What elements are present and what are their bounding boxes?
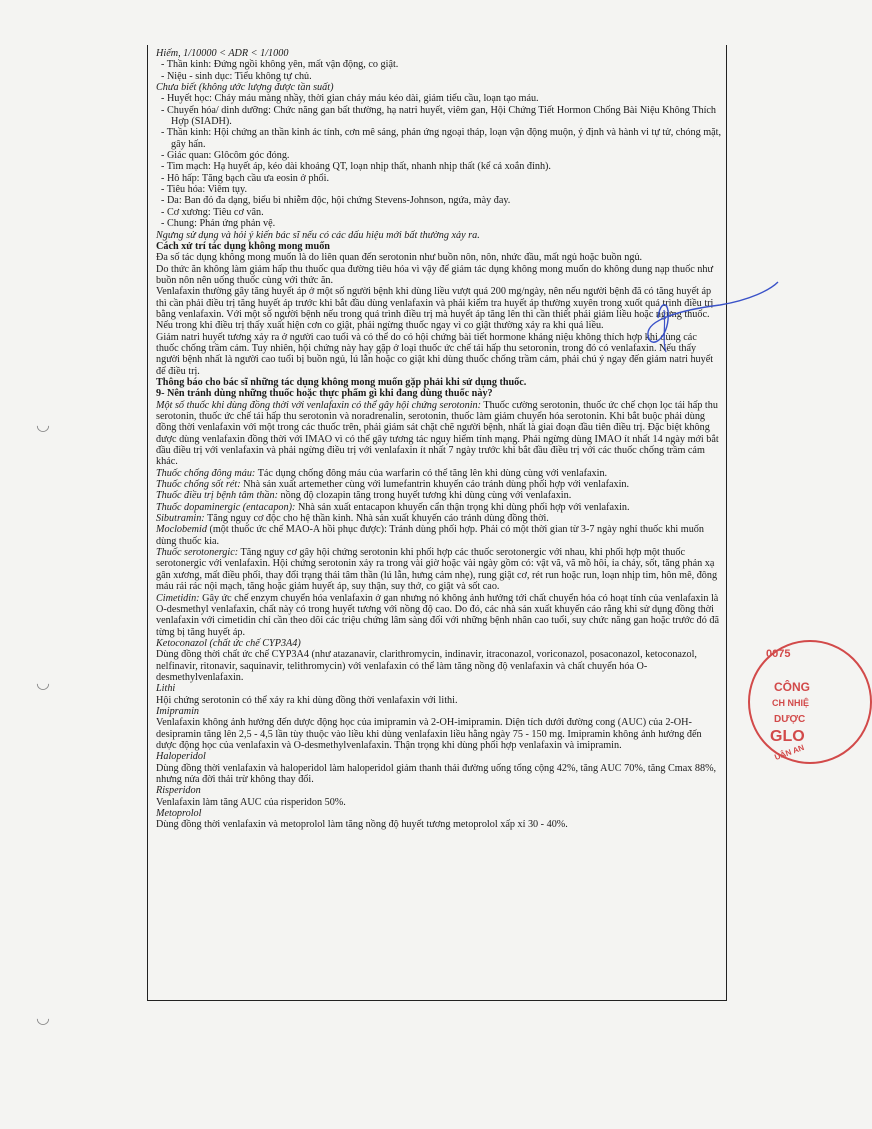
subheading: Chưa biết (không ước lượng được tần suất) (156, 82, 334, 94)
paragraph: Venlafaxin không ảnh hưởng đến dược động học của imipramin và 2-OH-imipramin. Diện tích dưới đường cong (AUC) của 2-OH-desipramin tăng lên 2,5 - 4,5 lần tùy thuộc vào liều khi dùng venlafaxin liều hằng ngày 75 - 150 mg. Imipramin không ảnh hưởng đến dược động học của venlafaxin và O-desmethylvenlafaxin. Thận trọng khi dùng phối hợp venlafaxin và imipramin. (156, 717, 702, 751)
subheading: Ketoconazol (chất ức chế CYP3A4) (156, 637, 301, 649)
handwritten-signature (620, 280, 780, 370)
subheading: Lithi (156, 683, 176, 695)
interaction-text: Nhà sản xuất artemether cùng với lumefantrin khuyến cáo tránh dùng phối hợp với venlafaxin. (240, 479, 630, 491)
list-item: - Niệu - sinh dục: Tiểu không tự chủ. (156, 71, 722, 82)
paragraph (156, 400, 722, 468)
section-heading: Cách xử trí tác dụng không mong muốn (156, 240, 330, 252)
interaction-label: Thuốc dopaminergic (entacapon): (156, 501, 296, 513)
subheading: Haloperidol (156, 751, 206, 763)
punch-hole-mark: ◡ (36, 675, 50, 692)
list-item: - Da: Ban đỏ đa dạng, biểu bì nhiễm độc, hội chứng Stevens-Johnson, ngứa, mày đay. (156, 195, 722, 206)
paragraph (156, 502, 722, 513)
list-item: - Thần kinh: Hội chứng an thần kinh ác tính, cơn mê sảng, phản ứng ngoại tháp, loạn vận động muộn, ý định và hành vi tự tử, chóng mặt, gây hấn. (156, 127, 722, 150)
interaction-text: nồng độ clozapin tăng trong huyết tương khi dùng cùng với venlafaxin. (277, 490, 572, 502)
paragraph (156, 513, 722, 524)
paragraph: Venlafaxin làm tăng AUC của risperidon 50%. (156, 796, 346, 808)
list-item: - Chung: Phản ứng phản vệ. (156, 218, 722, 229)
paragraph (156, 468, 722, 479)
interaction-label: Cimetidin: (156, 592, 200, 604)
interaction-label: Moclobemid (156, 524, 207, 536)
subheading: Imipramin (156, 705, 200, 717)
paragraph: Dùng đồng thời chất ức chế CYP3A4 (như atazanavir, clarithromycin, indinavir, itraconazol, voriconazol, posaconazol, ketoconazol, nelfinavir, ritonavir, saquinavir, telithromycin) với venlafaxin có thể làm tăng nồng độ venlafaxin và chất chuyển hóa O- desmethylvenlafaxin. (156, 649, 697, 683)
section-heading: 9- Nên tránh dùng những thuốc hoặc thực phẩm gì khi đang dùng thuốc này? (156, 388, 493, 400)
paragraph: Hội chứng serotonin có thể xảy ra khi dùng đồng thời venlafaxin với lithi. (156, 694, 458, 706)
paragraph: Dùng đồng thời venlafaxin và haloperidol làm haloperidol giảm thanh thải đường uống tổng cộng 42%, tăng AUC 70%, tăng Cmax 88%, nhưng nửa đời thải trừ không thay đổi. (156, 762, 717, 785)
paragraph (156, 479, 722, 490)
company-stamp: 0075 CÔNG CH NHIỆ DƯỢC GLO UẬN AN (748, 640, 872, 764)
list-item: - Cơ xương: Tiêu cơ vân. (156, 207, 722, 218)
section-heading: Thông báo cho bác sĩ những tác dụng không mong muốn gặp phải khi sử dụng thuốc. (156, 376, 527, 388)
subheading: Risperidon (156, 785, 201, 797)
interaction-label: Một số thuốc khi dùng đồng thời với venlafaxin có thể gây hội chứng serotonin: (156, 399, 482, 411)
interaction-text: Nhà sản xuất entacapon khuyến cẩn thận trọng khi dùng phối hợp với venlafaxin. (295, 501, 630, 513)
paragraph: Venlafaxin thường gây tăng huyết áp ở một số người bệnh khi dùng liều vượt quá 200 mg/ngày, nên nếu người bệnh đã có tăng huyết áp thì cần phải điều trị tăng huyết áp trước khi bắt đầu dùng venlafaxin và phải kiểm tra huyết áp thường xuyên trong xuốt quá trình điều trị bằng venlafaxin. Với một số người bệnh nếu trong quá trình điều trị mà huyết áp tăng lên thì cần thiết phải giảm liều hoặc ngừng thuốc. (156, 286, 714, 320)
interaction-label: Thuốc chống sốt rét: (156, 479, 241, 491)
list-item: - Huyết học: Chảy máu màng nhầy, thời gian chảy máu kéo dài, giảm tiểu cầu, loạn tạo máu. (156, 93, 722, 104)
paragraph: Do thức ăn không làm giảm hấp thu thuốc qua đường tiêu hóa vì vậy để giảm tác dụng không mong muốn do không dung nạp thuốc như buồn nôn nên uống thuốc cùng với thức ăn. (156, 263, 713, 286)
interaction-label: Thuốc chống đông máu: (156, 467, 256, 479)
interaction-text: Thuốc cường serotonin, thuốc ức chế chọn lọc tái hấp thu serotonin, thuốc ức chế tái hấp thu serotonin và noradrenalin, serotonin, thuốc làm giảm chuyển hóa serotonin. Khi bắt buộc phải dùng đồng thời venlafaxin với một trong các thuốc trên, phải giám sát chặt chẽ người bệnh, nhất là giai đoạn đầu tiên điều trị. Đặc biệt không được dùng venlafaxin đồng thời với IMAO vì có thể gây tương tác nguy hiểm tính mạng. Phải ngừng dùng IMAO ít nhất 14 ngày mới bắt đầu điều trị với venlafaxin và phải ngừng điều trị với venlafaxin ít nhất 7 ngày trước khi bắt đầu điều trị với các thuốc chống trầm cảm khác. (156, 399, 719, 468)
paragraph (156, 593, 722, 638)
interaction-text: Tăng nguy cơ gây hội chứng serotonin khi phối hợp các thuốc serotonergic với nhau, khi phối hợp một thuốc serotonergic với venlafaxin. Hội chứng serotonin xảy ra trong vài giờ hoặc vài ngày gồm có: vật vã, vã mồ hôi, ỉa chảy, sốt, tăng phản xạ gân xương, mất điều phối, thay đổi trạng thái tâm thần (lú lẫn, hưng cảm nhẹ), rung giật cơ, rét run hoặc run, loạn nhịp tim, hôn mê, đông máu rải rác nội mạch, tăng hoặc giảm huyết áp, suy thận, suy thở, co giật và sốt cao. (156, 547, 718, 593)
paragraph: Dùng đồng thời venlafaxin và metoprolol làm tăng nồng độ huyết tương metoprolol xấp xỉ 30 - 40%. (156, 819, 568, 831)
subheading: Ngưng sử dụng và hỏi ý kiến bác sĩ nếu có các dấu hiệu mới bất thường xảy ra. (156, 229, 480, 241)
interaction-label: Thuốc điều trị bệnh tâm thần: (156, 490, 278, 502)
list-item: - Chuyển hóa/ dinh dưỡng: Chức năng gan bất thường, hạ natri huyết, viêm gan, Hội Chứng Tiết Hormon Chống Bài Niệu Không Thích Hợp (SIADH). (156, 105, 722, 128)
paragraph: Nếu trong khi điều trị thấy xuất hiện cơn co giật, phải ngừng thuốc ngay vì co giật thường xảy ra khi quá liều. (156, 320, 604, 332)
list-item: - Tiêu hóa: Viêm tụy. (156, 184, 722, 195)
list-item: - Hô hấp: Tăng bạch cầu ưa eosin ở phổi. (156, 173, 722, 184)
subheading: Hiếm, 1/10000 < ADR < 1/1000 (156, 48, 289, 59)
subheading: Metoprolol (156, 808, 202, 820)
interaction-text: Tác dụng chống đông máu của warfarin có thể tăng lên khi dùng cùng với venlafaxin. (255, 467, 608, 479)
interaction-label: Sibutramin: (156, 513, 205, 525)
interaction-label: Thuốc serotonergic: (156, 547, 239, 559)
paragraph (156, 524, 722, 547)
paragraph (156, 547, 722, 592)
list-item: - Giác quan: Glôcôm góc đóng. (156, 150, 722, 161)
interaction-text: Tăng nguy cơ độc cho hệ thần kinh. Nhà sản xuất khuyến cáo tránh dùng đồng thời. (204, 513, 549, 525)
list-item: - Thần kinh: Đứng ngồi không yên, mất vận động, co giật. (156, 59, 722, 70)
interaction-text: Gây ức chế enzym chuyển hóa venlafaxin ở gan nhưng nó không ảnh hưởng tới chất chuyển hóa có hoạt tính của venlafaxin là O-desmethyl venlafaxin, chất này có trong huyết tương với nồng độ cao. Do đó, các nhà sản xuất khuyến cáo rằng khi sử dụng đồng thời venlafaxin với cimetidin chỉ cần theo dõi các triệu chứng lâm sàng đối với những bệnh nhân cao tuổi, suy chức năng gan hoặc trước đó đã từng bị tăng huyết áp. (156, 592, 720, 638)
list-item: - Tim mạch: Hạ huyết áp, kéo dài khoảng QT, loạn nhịp thất, nhanh nhịp thất (kể cả xoắn đỉnh). (156, 161, 722, 172)
punch-hole-mark: ◡ (36, 417, 50, 434)
paragraph: Đa số tác dụng không mong muốn là do liên quan đến serotonin như buồn nôn, nôn, nhức đầu, mất ngủ hoặc buồn ngủ. (156, 252, 643, 264)
paragraph: Giảm natri huyết tương xảy ra ở người cao tuổi và có thể do có hội chứng bài tiết hormone kháng niệu không thích hợp khi dùng các thuốc chống trầm cảm. Tuy nhiên, hội chứng này hay gặp ở loại thuốc ức chế tái hấp thu setoronin, trong đó có venlafaxin. Nếu thấy người bệnh nhất là người cao tuổi bị buồn ngủ, lú lẫn hoặc co giật khi dùng thuốc chống trầm cảm, phải chú ý ngay đến giảm natri huyết để điều trị. (156, 331, 714, 377)
paragraph (156, 490, 722, 501)
document-body (156, 48, 722, 831)
interaction-text: (một thuốc ức chế MAO-A hồi phục được): Tránh dùng phối hợp. Phải có một thời gian từ 3-7 ngày nghỉ thuốc khi muốn dùng thuốc kia. (156, 524, 704, 547)
punch-hole-mark: ◡ (36, 1010, 50, 1027)
